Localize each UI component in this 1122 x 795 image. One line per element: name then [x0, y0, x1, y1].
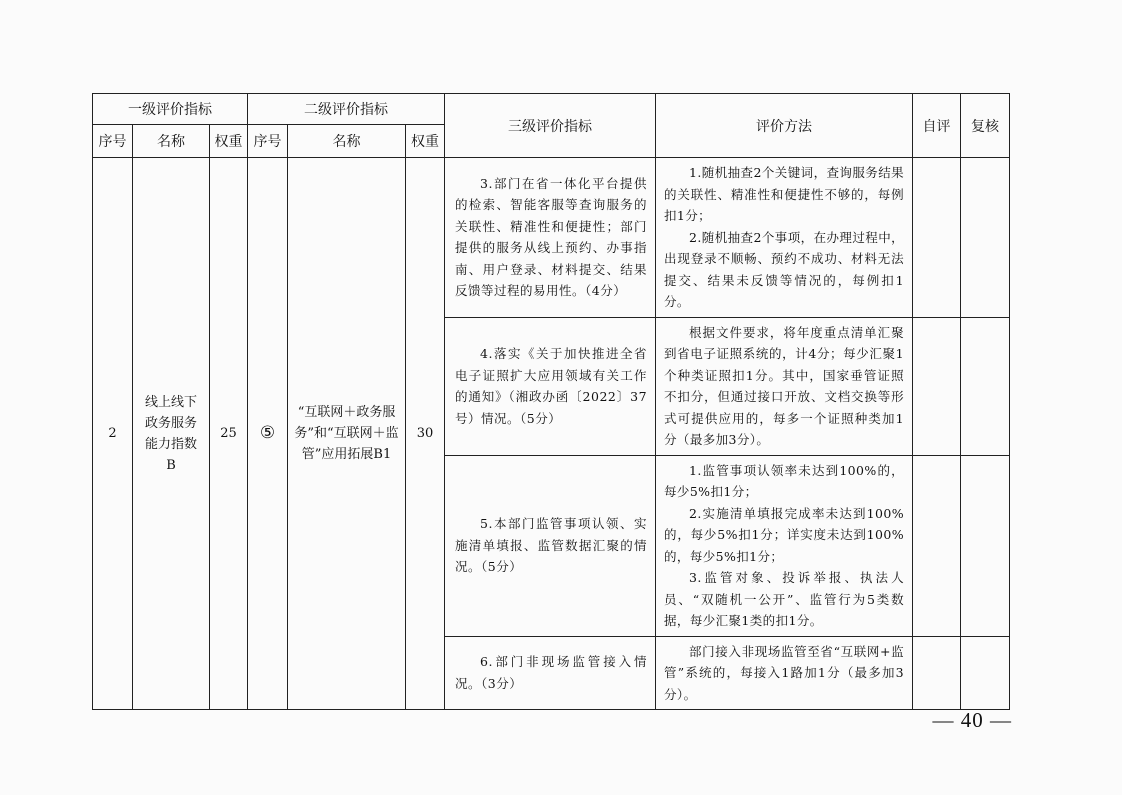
method-5-line-3: 3.监管对象、投诉举报、执法人员、“双随机一公开”、监管行为5类数据，每少汇聚1类的扣1分。: [664, 570, 905, 628]
header-l1-seq: 序号: [93, 125, 133, 158]
method-5: [656, 455, 913, 636]
header-self-eval: 自评: [913, 94, 961, 158]
header-l2-weight: 权重: [406, 125, 445, 158]
header-method: 评价方法: [656, 94, 913, 158]
self-eval-cell: [913, 455, 961, 636]
method-6: [656, 636, 913, 710]
method-5-line-1: 1.监管事项认领率未达到100%的，每少5%扣1分；: [664, 462, 905, 499]
self-eval-cell: [913, 317, 961, 455]
l2-seq: ⑤: [248, 158, 288, 710]
criterion-3: 3.部门在省一体化平台提供的检索、智能客服等查询服务的关联性、精准性和便捷性；部门提供的服务从线上预约、办事指南、用户登录、材料提交、结果反馈等过程的易用性。（4分）: [445, 158, 656, 318]
l1-weight: 25: [210, 158, 248, 710]
evaluation-table: [92, 93, 1010, 710]
method-5-line-2: 2.实施清单填报完成率未达到100%的，每少5%扣1分；详实度未达到100%的，每少5%扣1分；: [664, 505, 905, 564]
review-cell: [961, 455, 1010, 636]
method-3: [656, 158, 913, 318]
header-l1-weight: 权重: [210, 125, 248, 158]
header-l1-name: 名称: [133, 125, 210, 158]
table-row: [93, 158, 1010, 318]
review-cell: [961, 636, 1010, 710]
l1-name: 线上线下政务服务能力指数B: [133, 158, 210, 710]
l2-weight: 30: [406, 158, 445, 710]
review-cell: [961, 317, 1010, 455]
criterion-5: 5.本部门监管事项认领、实施清单填报、监管数据汇聚的情况。（5分）: [445, 455, 656, 636]
self-eval-cell: [913, 158, 961, 318]
header-review: 复核: [961, 94, 1010, 158]
l2-name: “互联网＋政务服务”和“互联网＋监管”应用拓展B1: [288, 158, 406, 710]
method-6-line-1: 部门接入非现场监管至省“互联网+监管”系统的，每接入1路加1分（最多加3分）。: [664, 643, 905, 702]
self-eval-cell: [913, 636, 961, 710]
page-number: — 40 —: [932, 708, 1012, 732]
method-4: [656, 317, 913, 455]
header-row-1: [93, 94, 1010, 125]
l1-seq: 2: [93, 158, 133, 710]
header-level2: 二级评价指标: [248, 94, 445, 125]
header-level3: 三级评价指标: [445, 94, 656, 158]
criterion-4: 4.落实《关于加快推进全省电子证照扩大应用领域有关工作的通知》（湘政办函〔2022〕37号）情况。（5分）: [445, 317, 656, 455]
header-l2-seq: 序号: [248, 125, 288, 158]
header-l2-name: 名称: [288, 125, 406, 158]
method-3-line-2: 2.随机抽查2个事项，在办理过程中，出现登录不顺畅、预约不成功、材料无法提交、结果未反馈等情况的，每例扣1分。: [664, 229, 905, 309]
method-3-line-1: 1.随机抽查2个关键词，查询服务结果的关联性、精准性和便捷性不够的，每例扣1分；: [664, 165, 905, 223]
method-4-line-1: 根据文件要求，将年度重点清单汇聚到省电子证照系统的，计4分；每少汇聚1个种类证照扣1分。其中，国家垂管证照不扣分，但通过接口开放、文档交换等形式可提供应用的，每多一个证照种类加1分（最多加3分）。: [664, 324, 905, 447]
header-level1: 一级评价指标: [93, 94, 248, 125]
criterion-6: 6.部门非现场监管接入情况。（3分）: [445, 636, 656, 710]
review-cell: [961, 158, 1010, 318]
